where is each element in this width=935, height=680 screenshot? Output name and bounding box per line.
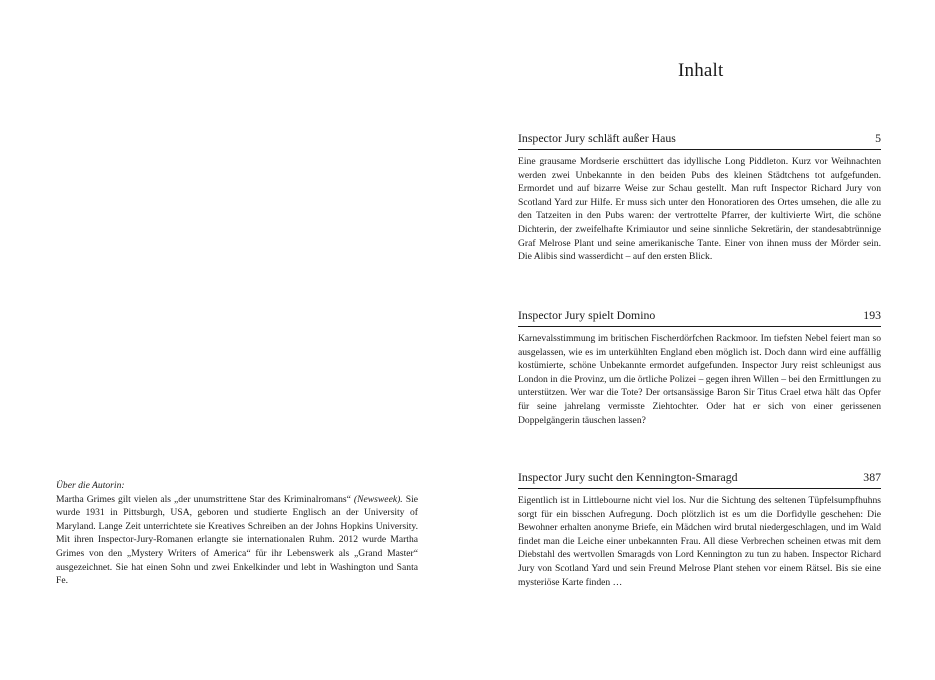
toc-entry-page: 193 [863, 308, 881, 322]
toc-entry-page: 5 [875, 131, 881, 145]
left-page [0, 0, 467, 680]
toc-entry-title: Inspector Jury schläft außer Haus [518, 131, 676, 145]
right-page [467, 0, 935, 680]
toc-entry [518, 131, 881, 264]
author-note-source: (Newsweek). [353, 493, 403, 505]
toc-entry-header [518, 131, 881, 150]
author-note [56, 479, 418, 588]
toc-entry-description: Karnevalsstimmung im britischen Fischerdörfchen Rackmoor. Im tiefsten Nebel feiert man so ausgelassen, wie es im unterkühlten England eben möglich ist. Doch dann wird eine auffällig kostümierte, schöne Unbekannte ermordet aufgefunden. Inspector Jury reist schleunigst aus London in die Provinz, um die örtliche Polizei – gegen ihren Willen – bei den Ermittlungen zu unterstützen. Wer war die Tote? Der ortsansässige Baron Sir Titus Crael etwa hält das Opfer für seine jahrelang vermisste Ziehtochter. Oder hat er sich von einer gerissenen Doppelgängerin täuschen lassen? [518, 333, 881, 426]
toc-entry-title: Inspector Jury sucht den Kennington-Smaragd [518, 470, 738, 484]
author-note-text-part1: Martha Grimes gilt vielen als „der unumstrittene Star des Kriminalromans“ [56, 493, 354, 505]
author-note-heading: Über die Autorin: [56, 480, 125, 491]
toc-entry-description: Eigentlich ist in Littlebourne nicht viel los. Nur die Sichtung des seltenen Tüpfelsumpfhuhns sorgt für ein bisschen Aufregung. Doch plötzlich ist es um die Dorfidylle geschehen: Die Bewohner erhalten anonyme Briefe, ein Mädchen wird brutal niedergeschlagen, und im Wald findet man die Leiche einer unbekannten Frau. All diese Verbrechen scheinen etwas mit dem Diebstahl des wertvollen Smaragds von Lord Kennington zu tun zu haben. Inspector Richard Jury von Scotland Yard und sein Freund Melrose Plant stehen vor einem Rätsel. Bis sie eine mysteriöse Karte finden … [518, 495, 881, 588]
author-note-text [56, 493, 418, 588]
toc-entry-header [518, 470, 881, 489]
toc-title: Inhalt [678, 60, 724, 81]
toc-entry-description: Eine grausame Mordserie erschüttert das idyllische Long Piddleton. Kurz vor Weihnachten werden zwei Unbekannte in den beiden Pubs des kleinen Städtchens tot aufgefunden. Ermordet und auf bizarre Weise zur Schau gestellt. Man ruft Inspector Richard Jury von Scotland Yard zur Hilfe. Er muss sich unter den Honoratioren des Ortes umsehen, die alle zu den Tatzeiten in den Pubs waren: der vertrottelte Pfarrer, der kultivierte Wirt, die schöne Dichterin, der zweifelhafte Krimiautor und seine sinnliche Sekretärin, der standesabtrünnige Graf Melrose Plant und seine amerikanische Tante. Einer von ihnen muss der Mörder sein. Die Alibis sind wasserdicht – auf den ersten Blick. [518, 156, 881, 263]
toc-entry [518, 308, 881, 427]
toc-entry-title: Inspector Jury spielt Domino [518, 308, 656, 322]
toc-entry-header [518, 308, 881, 327]
toc-entry [518, 470, 881, 589]
author-note-text-part2: Sie wurde 1931 in Pittsburgh, USA, geboren und studierte Englisch an der University of Maryland. Lange Zeit unterrichtete sie Kreatives Schreiben an der Johns Hopkins University. Mit ihren Inspector-Jury-Romanen erlangte sie internationalen Ruhm. 2012 wurde Martha Grimes von den „Mystery Writers of America“ für ihr Lebenswerk als „Grand Master“ ausgezeichnet. Sie hat einen Sohn und zwei Enkelkinder und lebt in Washington und Santa Fe. [56, 493, 418, 587]
toc-entry-page: 387 [863, 470, 881, 484]
